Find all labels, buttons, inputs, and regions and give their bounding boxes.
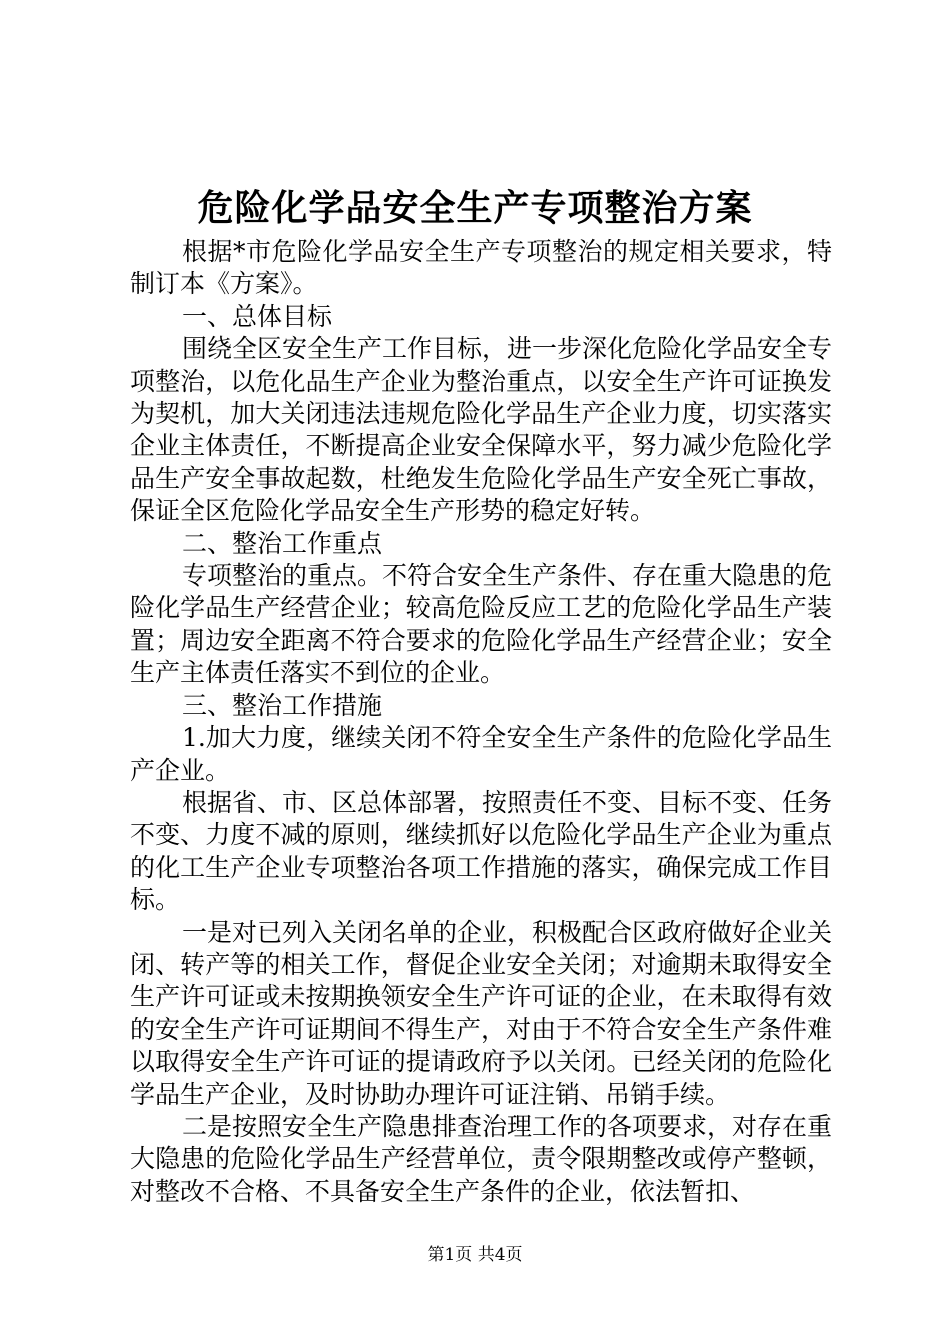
intro-paragraph: 根据*市危险化学品安全生产专项整治的规定相关要求，特制订本《方案》。: [130, 237, 832, 299]
page-number-footer: 第1页 共4页: [427, 1245, 523, 1265]
body-paragraph: 根据省、市、区总体部署，按照责任不变、目标不变、任务不变、力度不减的原则，继续抓好以危险化学品生产企业为重点的化工生产企业专项整治各项工作措施的落实，确保完成工作目标。: [130, 787, 833, 915]
section-heading-general-goal: 一、总体目标: [182, 301, 333, 331]
body-paragraph: 围绕全区安全生产工作目标，进一步深化危险化学品安全专项整治，以危化品生产企业为整治重点，以安全生产许可证换发为契机，加大关闭违法违规危险化学品生产企业力度，切实落实企业主体责任，不断提高企业安全保障水平，努力减少危险化学品生产安全事故起数，杜绝发生危险化学品生产安全死亡事故，保证全区危险化学品安全生产形势的稳定好转。: [130, 334, 833, 526]
body-paragraph: 一是对已列入关闭名单的企业，积极配合区政府做好企业关闭、转产等的相关工作，督促企业安全关闭；对逾期未取得安全生产许可证或未按期换领安全生产许可证的企业，在未取得有效的安全生产许可证期间不得生产，对由于不符合安全生产条件难以取得安全生产许可证的提请政府予以关闭。已经关闭的危险化学品生产企业，及时协助办理许可证注销、吊销手续。: [130, 917, 833, 1109]
document-title: 危险化学品安全生产专项整治方案: [197, 187, 753, 229]
section-heading-measures: 三、整治工作措施: [182, 690, 383, 720]
document-body: [130, 236, 832, 1208]
subheading-measure-1: 1.加大力度，继续关闭不符全安全生产条件的危险化学品生产企业。: [130, 723, 832, 785]
body-paragraph: 二是按照安全生产隐患排查治理工作的各项要求，对存在重大隐患的危险化学品生产经营单位，责令限期整改或停产整顿，对整改不合格、不具备安全生产条件的企业，依法暂扣、: [130, 1111, 833, 1206]
section-heading-focus: 二、整治工作重点: [182, 528, 383, 558]
body-paragraph: 专项整治的重点。不符合安全生产条件、存在重大隐患的危险化学品生产经营企业；较高危险反应工艺的危险化学品生产装置；周边安全距离不符合要求的危险化学品生产经营企业；安全生产主体责任落实不到位的企业。: [130, 561, 833, 688]
